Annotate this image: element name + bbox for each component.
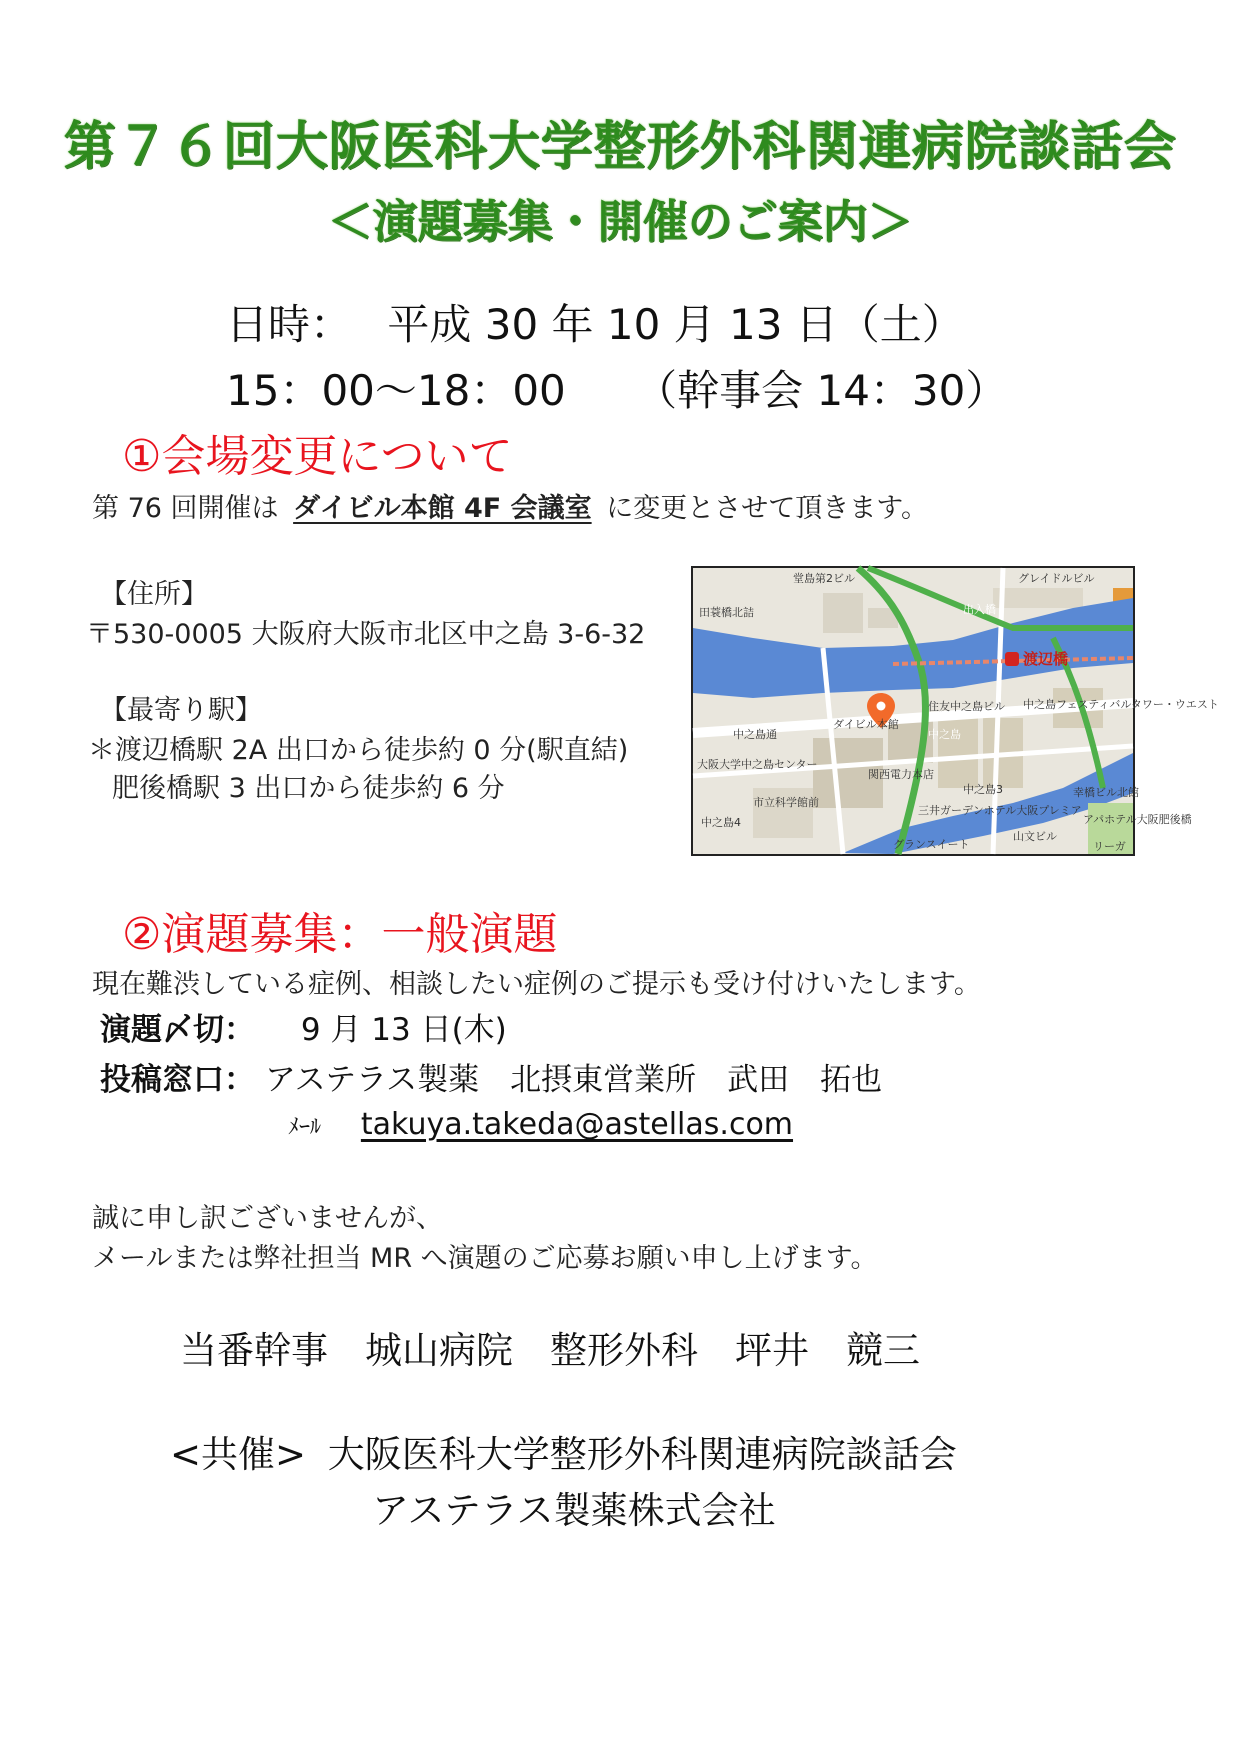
event-time: 15：00～18：00 [226, 366, 566, 415]
email-link[interactable]: takuya.takeda@astellas.com [360, 1107, 794, 1142]
map-building [823, 593, 863, 633]
deadline-line [100, 1004, 507, 1049]
map-label-mitsui: 三井ガーデンホテル大阪プレミア [918, 804, 1082, 817]
map-label-apa: アパホテル大阪肥後橋 [1083, 813, 1192, 826]
address-label: 【住所】 [100, 579, 208, 610]
event-date: 平成 30 年 10 月 13 日（土） [387, 300, 964, 349]
map-label-sumitomo: 住友中之島ビル [928, 700, 1005, 713]
venue-map [691, 566, 1219, 856]
email-line [288, 1106, 793, 1142]
email-label: ﾒｰﾙ [288, 1115, 322, 1140]
map-label-dojima: 堂島第2ビル [793, 572, 855, 585]
map-label-kohoku: 幸橋ビル北館 [1073, 786, 1139, 799]
map-label-greiden: グレイドルビル [1018, 572, 1095, 585]
map-label-osaka-univ: 大阪大学中之島センター [697, 758, 818, 771]
map-building [993, 588, 1083, 608]
page-subtitle: ＜演題募集・開催のご案内＞ [327, 195, 913, 248]
pre-meeting-time: （幹事会 14：30） [635, 366, 1008, 415]
cohost-2: アステラス製薬株式会社 [372, 1489, 776, 1532]
map-label-glanz: グランスイート [893, 838, 970, 851]
venue-section-heading: ①会場変更について [122, 431, 513, 482]
map-label-nakanoshima4: 中之島4 [701, 816, 741, 829]
map-label-riga: リーガ [1093, 840, 1126, 853]
station-label: 【最寄り駅】 [100, 695, 262, 726]
address: 〒530-0005 大阪府大阪市北区中之島 3-6-32 [86, 619, 646, 650]
venue-notice-suffix: に変更とさせて頂きます。 [606, 493, 929, 524]
map-label-nakanoshima-station: 中之島 [928, 728, 961, 741]
venue-name: ダイビル本館 4F 会議室 [293, 493, 592, 524]
datetime-line [226, 292, 964, 352]
cohost-1: 大阪医科大学整形外科関連病院談話会 [327, 1433, 957, 1476]
map-label-deiri: 出入橋 [963, 603, 996, 616]
time-line [226, 358, 1007, 418]
deadline-date: 9 月 13 日(木) [300, 1012, 507, 1048]
venue-notice [92, 486, 928, 525]
map-svg [693, 568, 1219, 854]
map-label-shiritsu: 市立科学館前 [753, 796, 819, 809]
map-label-daibiru: ダイビル本館 [833, 718, 899, 731]
contact-line [100, 1054, 882, 1099]
page-title: 第７６回大阪医科大学整形外科関連病院談話会 [63, 117, 1177, 177]
map-label-street: 中之島通 [733, 728, 777, 741]
contact-person: アステラス製薬 北摂東営業所 武田 拓也 [264, 1062, 883, 1098]
closing-line-2: メールまたは弊社担当 MR へ演題のご応募お願い申し上げます。 [92, 1243, 878, 1274]
map-label-yamabun: 山文ビル [1013, 830, 1057, 843]
station-line-2: 肥後橋駅 3 出口から徒歩約 6 分 [112, 773, 505, 804]
station-icon [1005, 652, 1019, 666]
map-label-watanabebashi: 渡辺橋 [1023, 650, 1069, 668]
cohost-label: <共催> [170, 1433, 307, 1476]
map-label-festival: 中之島フェスティバルタワー・ウエスト [1023, 698, 1219, 711]
datetime-label: 日時： [226, 300, 353, 349]
call-section-heading: ②演題募集：一般演題 [122, 909, 558, 960]
deadline-label: 演題〆切： [100, 1012, 255, 1048]
map-label-kansai-denryoku: 関西電力本店 [868, 768, 934, 781]
cohost-line-1 [170, 1424, 957, 1478]
map-label-nakanoshima3: 中之島3 [963, 783, 1003, 796]
secretary: 当番幹事 城山病院 整形外科 坪井 競三 [180, 1329, 920, 1372]
contact-label: 投稿窓口： [100, 1062, 255, 1098]
map-label-tawaraya: 田蓑橋北詰 [699, 606, 754, 619]
call-intro: 現在難渋している症例、相談したい症例のご提示も受け付けいたします。 [92, 969, 981, 1000]
station-line-1: ＊渡辺橋駅 2A 出口から徒歩約 0 分(駅直結) [88, 735, 629, 766]
closing-line-1: 誠に申し訳ございませんが、 [92, 1203, 443, 1234]
venue-notice-prefix: 第 76 回開催は [92, 493, 279, 524]
